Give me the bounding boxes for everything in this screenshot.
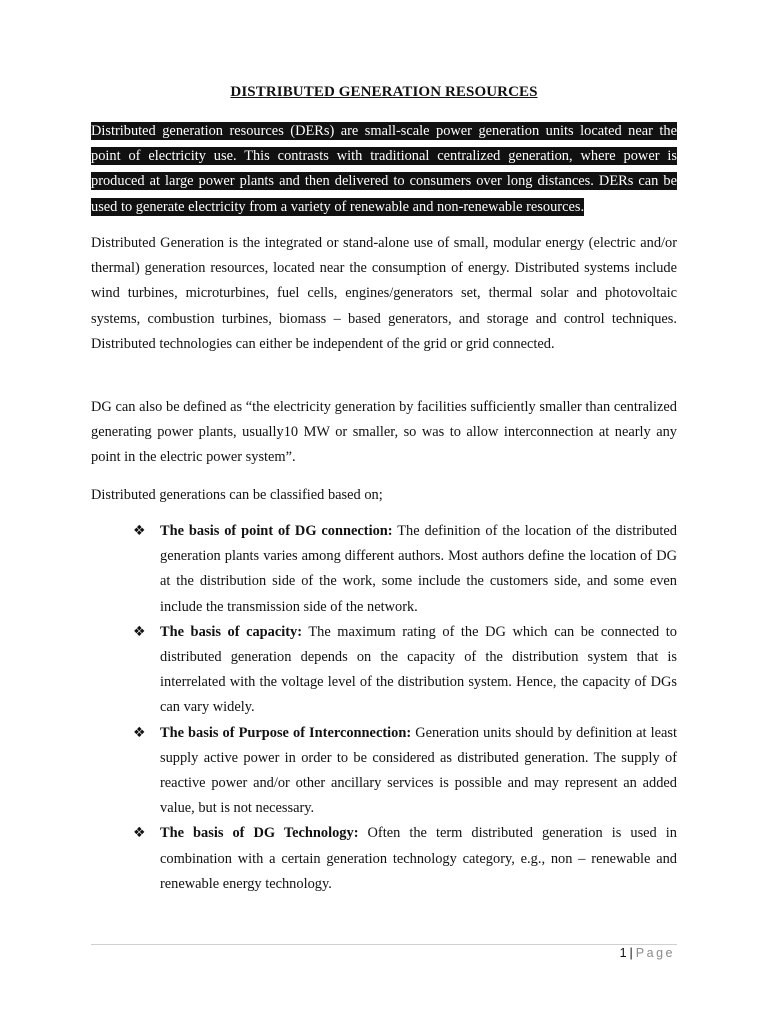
classification-bullet-list	[0, 519, 768, 897]
bullet-text	[160, 721, 677, 822]
highlighted-text: Distributed generation resources (DERs) are small-scale power generation units located near the point of electricity use. This contrasts with traditional centralized generation, where power is produced at large power plants and then delivered to consumers over long distances. DERs can be used to generate electricity from a variety of renewable and non-renewable resources.	[91, 123, 677, 215]
bullet-heading: The basis of Purpose of Interconnection:	[160, 724, 412, 741]
page-footer	[620, 946, 675, 960]
bullet-text	[160, 620, 677, 721]
document-title: DISTRIBUTED GENERATION RESOURCES	[230, 84, 538, 100]
page-label: Page	[635, 946, 675, 960]
list-item	[0, 519, 768, 620]
footer-divider	[91, 944, 677, 945]
bullet-text	[160, 519, 677, 620]
page-number: 1	[619, 946, 627, 960]
footer-separator: |	[629, 946, 633, 960]
bullet-heading: The basis of capacity:	[160, 623, 303, 640]
bullet-heading: The basis of DG Technology:	[160, 825, 359, 842]
bullet-heading: The basis of point of DG connection:	[160, 523, 393, 539]
diamond-bullet-icon: ❖	[133, 724, 146, 741]
bullet-body: The definition of the location of the distributed generation plants varies among different authors. Most authors define the location of DG at the distribution side of the work, some include the customers side, and some even include the transmission side of the network.	[160, 523, 677, 615]
dg-defined-paragraph: DG can also be defined as “the electricity generation by facilities sufficiently smaller than centralized generating power plants, usually10 MW or smaller, so was to allow interconnection at nearly any point in the electric power system”.	[91, 399, 677, 466]
diamond-bullet-icon: ❖	[133, 523, 146, 539]
list-item	[0, 721, 768, 822]
diamond-bullet-icon: ❖	[133, 623, 146, 640]
bullet-body: Often the term distributed generation is used in combination with a certain generation technology category, e.g., non – renewable and renewable energy technology.	[160, 825, 677, 892]
definition-paragraph: Distributed Generation is the integrated or stand-alone use of small, modular energy (electric and/or thermal) generation resources, located near the consumption of energy. Distributed systems include wind turbines, microturbines, fuel cells, engines/generators set, thermal solar and photovoltaic systems, combustion turbines, biomass – based generators, and storage and control techniques. Distributed technologies can either be independent of the grid or grid connected.	[91, 235, 677, 352]
classification-intro-paragraph: Distributed generations can be classified based on;	[91, 487, 383, 503]
diamond-bullet-icon: ❖	[133, 825, 146, 842]
bullet-body: Generation units should by definition at least supply active power in order to be considered as distributed generation. The supply of reactive power and/or other ancillary services is possible and may represent an added value, but is not necessary.	[160, 724, 677, 817]
bullet-text	[160, 821, 677, 897]
list-item	[0, 821, 768, 897]
bullet-body: The maximum rating of the DG which can be connected to distributed generation depends on the capacity of the distribution system that is interrelated with the voltage level of the distribution system. Hence, the capacity of DGs can vary widely.	[160, 623, 677, 716]
list-item	[0, 620, 768, 721]
intro-paragraph-highlighted	[91, 119, 677, 220]
